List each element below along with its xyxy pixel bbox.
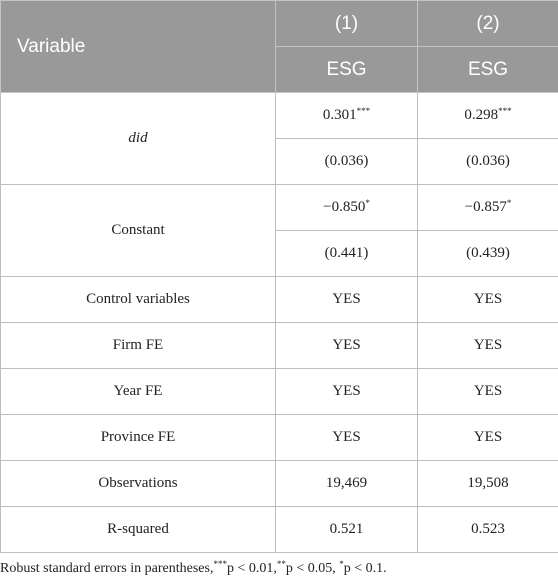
row-label-did: did	[1, 93, 276, 185]
coef-value: −0.857	[464, 199, 507, 215]
footnote-threshold-5pct: p < 0.05,	[285, 561, 336, 576]
did-coef-model-2	[418, 93, 558, 139]
constant-coef-model-1	[276, 185, 418, 231]
firm-fe-model-1: YES	[276, 323, 418, 369]
header-row	[1, 1, 558, 47]
observations-model-1: 19,469	[276, 461, 418, 507]
table-row-did	[1, 93, 558, 139]
table-row-constant	[1, 185, 558, 231]
constant-se-model-2: (0.439)	[418, 231, 558, 277]
table-footnote	[0, 561, 387, 577]
year-fe-model-2: YES	[418, 369, 558, 415]
constant-coef-model-2	[418, 185, 558, 231]
table-header	[1, 1, 558, 93]
did-se-model-1: (0.036)	[276, 139, 418, 185]
row-label-observations: Observations	[1, 461, 276, 507]
year-fe-model-1: YES	[276, 369, 418, 415]
footnote-stars-2: **	[276, 559, 286, 569]
firm-fe-model-2: YES	[418, 323, 558, 369]
significance-stars: *	[365, 198, 370, 208]
table-row-firm-fe	[1, 323, 558, 369]
observations-model-2: 19,508	[418, 461, 558, 507]
r-squared-model-1: 0.521	[276, 507, 418, 553]
table-row-province-fe	[1, 415, 558, 461]
footnote-threshold-1pct: p < 0.01,	[226, 561, 277, 576]
province-fe-model-1: YES	[276, 415, 418, 461]
table-body	[1, 93, 558, 553]
footnote-stars-3: ***	[213, 559, 227, 569]
significance-stars: ***	[356, 106, 371, 116]
row-label-r-squared: R-squared	[1, 507, 276, 553]
province-fe-model-2: YES	[418, 415, 558, 461]
row-label-firm-fe: Firm FE	[1, 323, 276, 369]
significance-stars: *	[506, 198, 512, 208]
significance-stars: ***	[498, 106, 512, 116]
controls-model-1: YES	[276, 277, 418, 323]
row-label-constant: Constant	[1, 185, 276, 277]
row-label-year-fe: Year FE	[1, 369, 276, 415]
model-1-header: (1)	[276, 1, 418, 47]
model-2-header: (2)	[418, 1, 558, 47]
model-1-dependent-variable: ESG	[276, 47, 418, 93]
variable-header: Variable	[1, 1, 276, 93]
constant-se-model-1: (0.441)	[276, 231, 418, 277]
footnote-prefix: Robust standard errors in parentheses,	[0, 561, 214, 576]
table-row-r-squared	[1, 507, 558, 553]
row-label-province-fe: Province FE	[1, 415, 276, 461]
table-row-year-fe	[1, 369, 558, 415]
did-coef-model-1	[276, 93, 418, 139]
coef-value: 0.301	[322, 107, 357, 123]
controls-model-2: YES	[418, 277, 558, 323]
table-row-controls	[1, 277, 558, 323]
r-squared-model-2: 0.523	[418, 507, 558, 553]
model-2-dependent-variable: ESG	[418, 47, 558, 93]
table-row-observations	[1, 461, 558, 507]
footnote-threshold-10pct: p < 0.1.	[343, 561, 387, 576]
coef-value: 0.298	[464, 107, 499, 123]
footnote-stars-1: *	[339, 559, 344, 569]
row-label-controls: Control variables	[1, 277, 276, 323]
did-se-model-2: (0.036)	[418, 139, 558, 185]
coef-value: −0.850	[323, 199, 366, 215]
